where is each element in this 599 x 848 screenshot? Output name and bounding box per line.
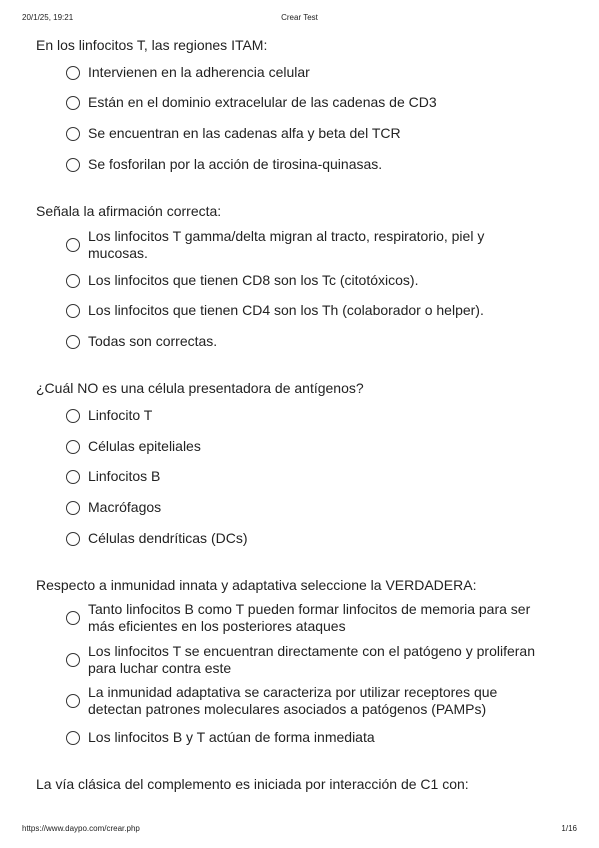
question-1-option-1[interactable] — [66, 64, 546, 81]
question-3-text: ¿Cuál NO es una célula presentadora de antígenos? — [36, 380, 364, 396]
question-4-option-2[interactable] — [66, 643, 546, 677]
radio-button-icon[interactable] — [66, 532, 80, 546]
option-label: Todas son correctas. — [88, 333, 218, 349]
question-1-text: En los linfocitos T, las regiones ITAM: — [36, 37, 268, 53]
radio-button-icon[interactable] — [66, 653, 80, 667]
option-label: Se encuentran en las cadenas alfa y beta del TCR — [88, 125, 401, 141]
option-label: Linfocito T — [88, 407, 153, 423]
page-number: 1/16 — [561, 824, 577, 833]
question-2-option-1[interactable] — [66, 228, 496, 262]
option-label: Los linfocitos T se encuentran directamente con el patógeno y proliferan para luchar contra este — [88, 643, 535, 676]
option-label: Los linfocitos que tienen CD4 son los Th (colaborador o helper). — [88, 302, 484, 318]
question-4-text: Respecto a inmunidad innata y adaptativa seleccione la VERDADERA: — [36, 577, 477, 593]
radio-button-icon[interactable] — [66, 409, 80, 423]
option-label: Están en el dominio extracelular de las cadenas de CD3 — [88, 94, 437, 110]
option-label: Los linfocitos que tienen CD8 son los Tc (citotóxicos). — [88, 272, 419, 288]
option-label: Células dendríticas (DCs) — [88, 530, 248, 546]
option-label: Los linfocitos B y T actúan de forma inmediata — [88, 729, 375, 745]
radio-button-icon[interactable] — [66, 440, 80, 454]
radio-button-icon[interactable] — [66, 158, 80, 172]
question-3-option-1[interactable] — [66, 407, 546, 424]
radio-button-icon[interactable] — [66, 304, 80, 318]
question-3-option-5[interactable] — [66, 530, 546, 547]
option-label: La inmunidad adaptativa se caracteriza por utilizar receptores que detectan patrones moleculares asociados a patógenos (PAMPs) — [88, 684, 498, 717]
question-4-option-3[interactable] — [66, 684, 546, 718]
radio-button-icon[interactable] — [66, 127, 80, 141]
option-label: Intervienen en la adherencia celular — [88, 64, 310, 80]
radio-button-icon[interactable] — [66, 501, 80, 515]
question-3-option-2[interactable] — [66, 438, 546, 455]
option-label: Los linfocitos T gamma/delta migran al tracto, respiratorio, piel y mucosas. — [88, 228, 485, 261]
question-3-option-3[interactable] — [66, 468, 546, 485]
radio-button-icon[interactable] — [66, 335, 80, 349]
question-1-option-3[interactable] — [66, 125, 546, 142]
question-2-text: Señala la afirmación correcta: — [36, 203, 222, 219]
question-1-option-2[interactable] — [66, 94, 546, 111]
question-1-option-4[interactable] — [66, 156, 546, 173]
radio-button-icon[interactable] — [66, 470, 80, 484]
question-4-option-1[interactable] — [66, 601, 546, 635]
radio-button-icon[interactable] — [66, 731, 80, 745]
option-label: Linfocitos B — [88, 468, 161, 484]
radio-button-icon[interactable] — [66, 96, 80, 110]
option-label: Macrófagos — [88, 499, 162, 515]
question-5-text: La vía clásica del complemento es iniciada por interacción de C1 con: — [36, 776, 469, 792]
question-4-option-4[interactable] — [66, 729, 546, 746]
radio-button-icon[interactable] — [66, 694, 80, 708]
question-2-option-2[interactable] — [66, 272, 546, 289]
question-2-option-4[interactable] — [66, 333, 546, 350]
option-label: Células epiteliales — [88, 438, 201, 454]
question-3-option-4[interactable] — [66, 499, 546, 516]
print-datetime: 20/1/25, 19:21 — [22, 13, 74, 22]
option-label: Se fosforilan por la acción de tirosina-quinasas. — [88, 156, 383, 172]
question-2-option-3[interactable] — [66, 302, 546, 319]
footer-url: https://www.daypo.com/crear.php — [22, 824, 140, 833]
radio-button-icon[interactable] — [66, 274, 80, 288]
radio-button-icon[interactable] — [66, 611, 80, 625]
radio-button-icon[interactable] — [66, 238, 80, 252]
option-label: Tanto linfocitos B como T pueden formar linfocitos de memoria para ser más eficientes en los posteriores ataques — [88, 601, 531, 634]
radio-button-icon[interactable] — [66, 66, 80, 80]
page-title: Crear Test — [281, 13, 318, 22]
